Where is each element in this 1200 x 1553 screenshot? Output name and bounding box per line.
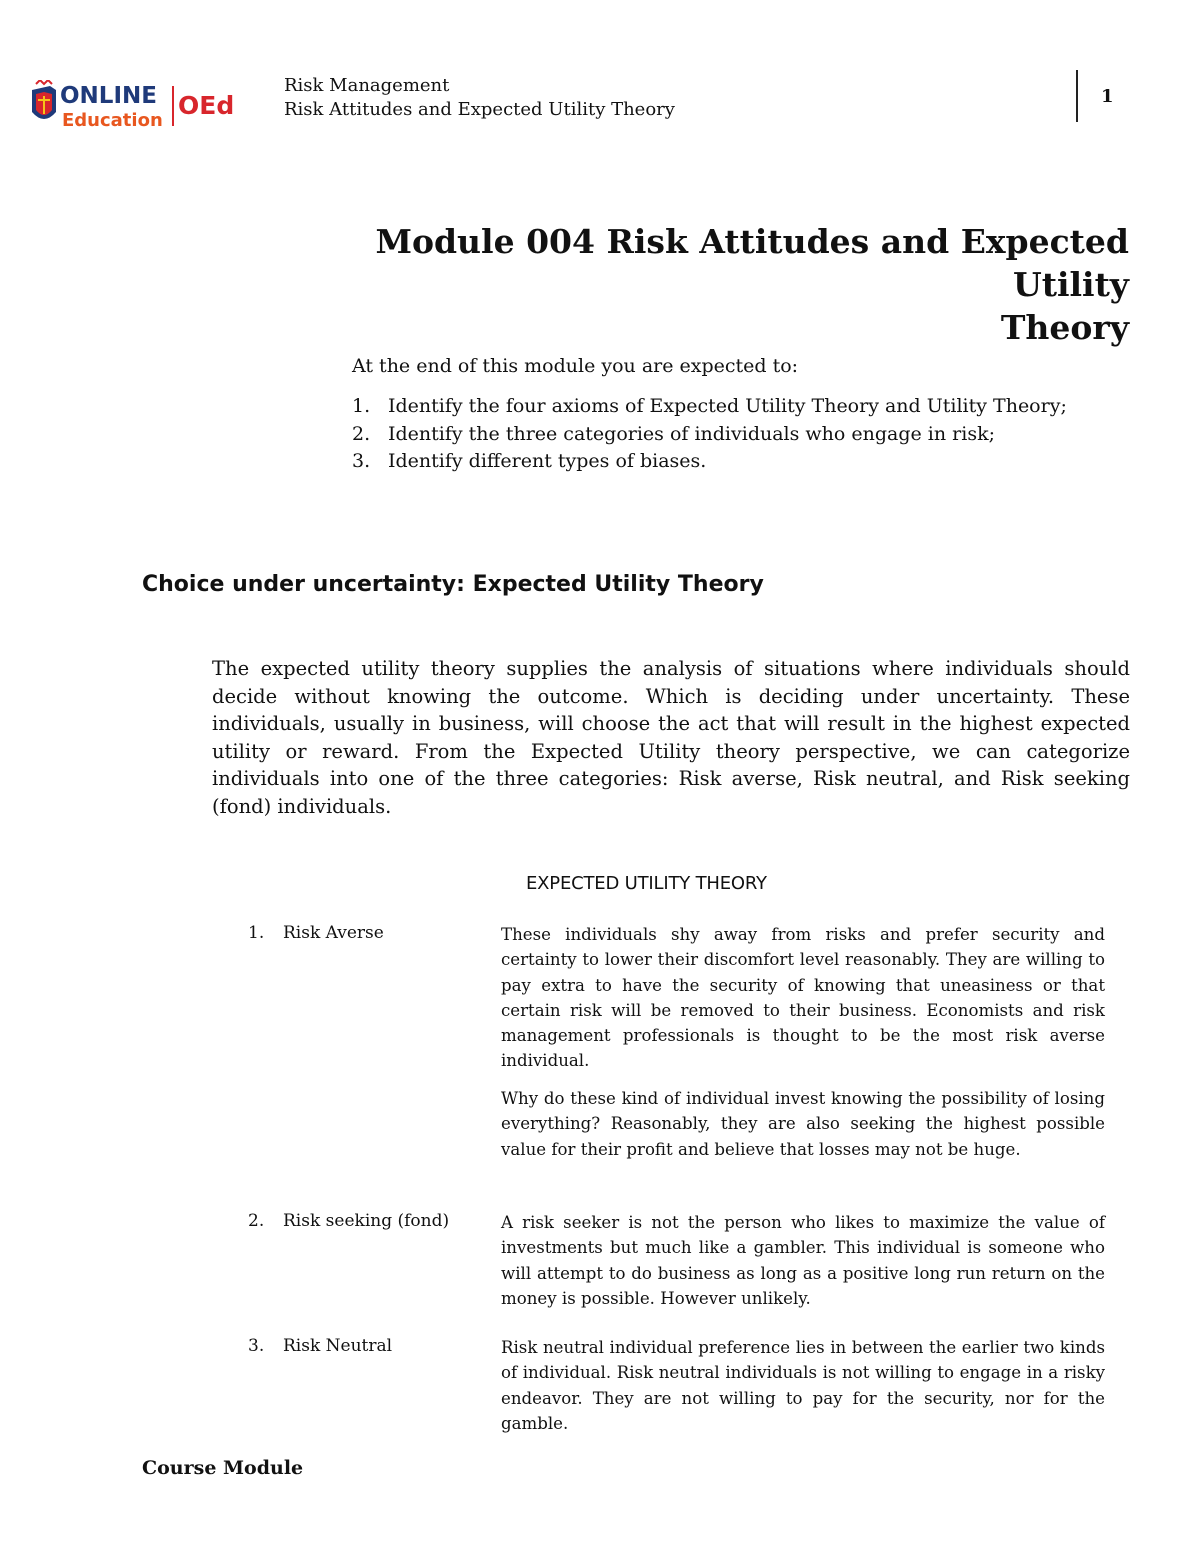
list-item	[352, 423, 1112, 451]
table-row-label: Risk seeking (fond)	[283, 1211, 450, 1231]
objectives-list	[352, 395, 1112, 478]
logo-education-text: Education	[62, 110, 163, 131]
table-row-label: Risk Neutral	[283, 1336, 393, 1356]
section-paragraph: The expected utility theory supplies the analysis of situations where individuals should decide without knowing the outcome. Which is deciding under uncertainty. These individuals, usually in business, will choose the act that will result in the highest expected utility or reward. From the Expected Utility theory perspective, we can categorize individuals into one of the three categories: Risk averse, Risk neutral, and Risk seeking (fond) individuals.	[212, 657, 1130, 818]
table-row-description: Risk neutral individual preference lies in between the earlier two kinds of individual. Risk neutral individuals is not willing to engage in a risky endeavor. They are not willing to pay for the security, nor for the gamble.	[501, 1338, 1105, 1433]
logo-oed-mark: OEd	[178, 91, 235, 120]
list-item	[352, 395, 1112, 423]
list-item-text: Identify different types of biases.	[388, 450, 707, 472]
oed-logo	[28, 80, 238, 132]
running-header	[284, 74, 675, 122]
table-title: EXPECTED UTILITY THEORY	[526, 873, 767, 894]
table-row-description: These individuals shy away from risks and prefer security and certainty to lower their discomfort level reasonably. They are willing to pay extra to have the security of knowing that uneasiness or that certain risk will be removed to their business. Economists and risk management professionals is thought to be the most risk averse individual.	[501, 925, 1105, 1071]
list-item	[352, 450, 1112, 478]
shield-icon	[32, 80, 56, 119]
table-row-description-extra: Why do these kind of individual invest knowing the possibility of losing everything? Reasonably, they are also seeking the highest possible value for their profit and believe that losses may not be huge.	[501, 1089, 1105, 1159]
list-item-number: 1.	[352, 395, 371, 417]
logo-online-text: ONLINE	[60, 83, 157, 109]
module-title	[309, 220, 1129, 349]
table-row-description: A risk seeker is not the person who likes to maximize the value of investments but much like a gambler. This individual is someone who will attempt to do business as long as a positive long run return on the money is possible. However unlikely.	[501, 1213, 1105, 1308]
section-heading: Choice under uncertainty: Expected Utility Theory	[142, 572, 764, 597]
title-line-1: Module 004 Risk Attitudes and Expected Utility	[375, 222, 1129, 304]
list-item-number: 3.	[352, 450, 371, 472]
table-row-number: 3.	[248, 1336, 265, 1356]
header-divider	[1076, 70, 1078, 122]
footer-label: Course Module	[142, 1457, 304, 1479]
list-item-text: Identify the four axioms of Expected Utility Theory and Utility Theory;	[388, 395, 1067, 417]
table-row-label: Risk Averse	[283, 923, 384, 943]
logo-graphic	[28, 80, 238, 132]
list-item-number: 2.	[352, 422, 371, 445]
title-line-2: Theory	[1000, 308, 1129, 347]
table-row-number: 1.	[248, 923, 265, 943]
page-number: 1	[1101, 86, 1114, 107]
list-item-text: Identify the three categories of individuals who engage in risk;	[388, 422, 995, 445]
table-row-number: 2.	[248, 1211, 265, 1231]
objectives-intro: At the end of this module you are expected to:	[352, 355, 799, 377]
header-subtitle: Risk Attitudes and Expected Utility Theory	[284, 99, 675, 120]
header-course: Risk Management	[284, 75, 450, 96]
